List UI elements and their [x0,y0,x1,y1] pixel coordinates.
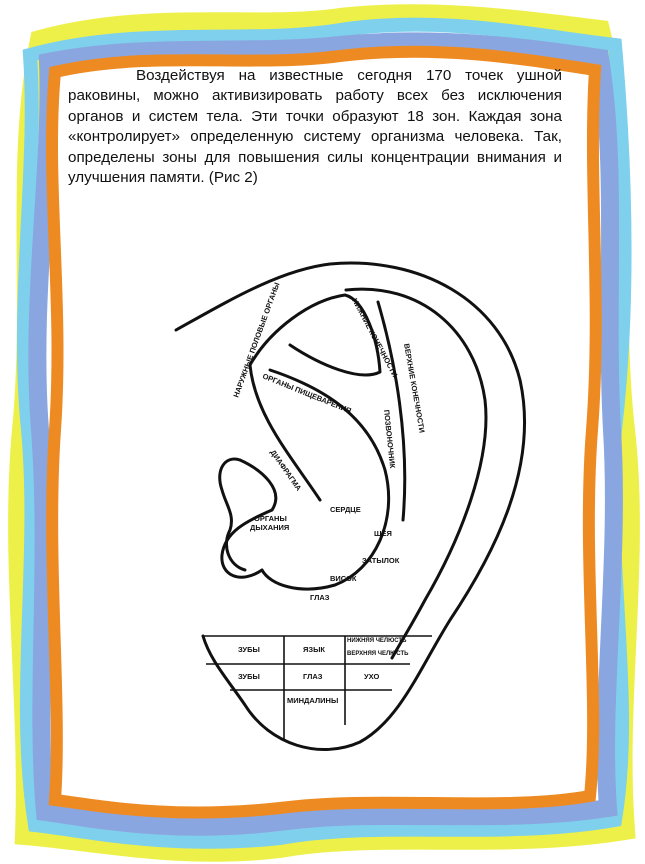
helix-inner-line [346,289,486,658]
label-diaphragm: ДИАФРАГМА [268,447,304,493]
lobe-lower-jaw: НИЖНЯЯ ЧЕЛЮСТЬ [347,638,407,644]
lobe-teeth-2: ЗУБЫ [238,672,260,681]
label-heart: СЕРДЦЕ [330,505,361,514]
label-genitals: НАРУЖНЫЕ ПОЛОВЫЕ ОРГАНЫ [231,281,282,399]
lobe-ear: УХО [364,672,380,681]
lobe-tonsils: МИНДАЛИНЫ [287,696,339,705]
label-nape: ЗАТЫЛОК [362,556,400,565]
intro-paragraph: Воздействуя на известные сегодня 170 точек ушной раковины, можно активизировать работу всех без исключения органов и систем тела. Эти точки образуют 18 зон. Каждая зона «контролирует» определенную систему организма человека. Так, определены зоны для повышения силы концентрации внимания и улучшения памяти. (Рис 2) [68,67,562,187]
label-temple: ВИСОК [330,574,357,583]
label-breathing-1: ОРГАНЫ [254,514,287,523]
lobe-eye: ГЛАЗ [303,672,323,681]
label-upper-limbs: ВЕРХНИЕ КОНЕЧНОСТИ [402,342,427,434]
label-breathing-2: ДЫХАНИЯ [250,523,290,532]
label-neck: ШЕЯ [374,529,392,538]
lobe-tongue: ЯЗЫК [303,645,326,654]
label-spine: ПОЗВОНОЧНИК [382,409,398,469]
lobe-upper-jaw: ВЕРХНЯЯ ЧЕЛЮСТЬ [347,651,409,657]
label-lower-limbs: НИЖНИЕ КОНЕЧНОСТИ [350,296,400,379]
label-digestive: ОРГАНЫ ПИЩЕВАРЕНИЯ [261,371,353,416]
lobe-teeth-1: ЗУБЫ [238,645,260,654]
label-eye-upper: ГЛАЗ [310,593,330,602]
